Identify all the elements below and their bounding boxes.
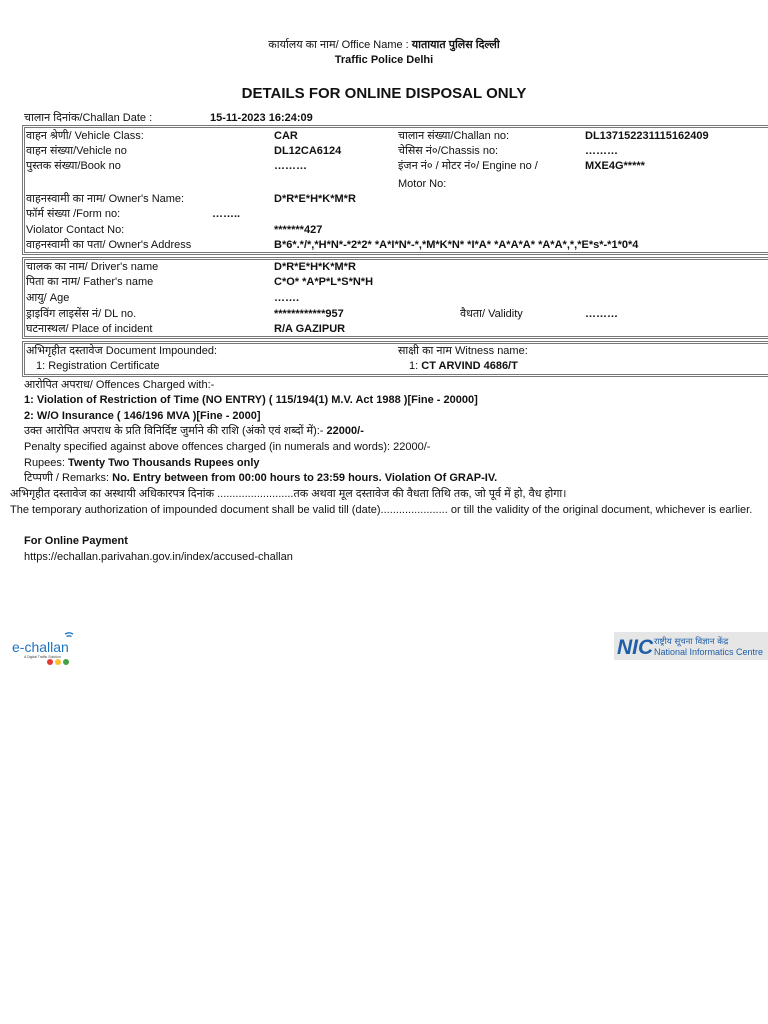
book-no-value: ……… [274, 160, 307, 172]
place-of-incident-label: घटनास्थल/ Place of incident [26, 323, 153, 335]
document-impounded-label: अभिगृहीत दस्तावेज Document Impounded: [26, 345, 218, 357]
english-validity-note: The temporary authorization of impounded document shall be valid till (date)...................... or till the validity of the original document, whichever is earlier. [10, 504, 753, 516]
offence-item: 1: Violation of Restriction of Time (NO ENTRY) ( 115/194(1) M.V. Act 1988 )[Fine - 20000] [24, 394, 478, 406]
online-payment-heading: For Online Payment [24, 535, 128, 547]
witness-index: 1: [409, 360, 419, 372]
remarks-value: No. Entry between from 00:00 hours to 23:59 hours. Violation Of GRAP-IV. [112, 472, 498, 484]
violator-contact-value: *******427 [274, 224, 323, 236]
traffic-light-yellow-icon [55, 659, 61, 665]
vehicle-class-label: वाहन श्रेणी/ Vehicle Class: [26, 130, 144, 142]
offences-heading: आरोपित अपराध/ Offences Charged with:- [24, 379, 215, 391]
dl-no-label: ड्राइविंग लाइसेंस नं/ DL no. [26, 308, 137, 320]
nic-hindi-name: राष्ट्रीय सूचना विज्ञान केंद्र [654, 637, 729, 647]
challan-no-label: चालान संख्या/Challan no: [398, 130, 510, 142]
chassis-no-label: चेसिस नं०/Chassis no: [398, 145, 499, 157]
form-no-value: …….. [212, 208, 241, 220]
rupees-line [24, 456, 260, 470]
online-payment-url[interactable]: https://echallan.parivahan.gov.in/index/accused-challan [24, 551, 293, 563]
vehicle-class-value: CAR [274, 130, 298, 142]
page-title: DETAILS FOR ONLINE DISPOSAL ONLY [241, 85, 527, 102]
traffic-light-green-icon [63, 659, 69, 665]
father-name-label: पिता का नाम/ Father's name [26, 276, 154, 288]
remarks-line [24, 471, 497, 485]
remarks-label: टिप्पणी / Remarks: [24, 472, 110, 484]
fine-amount-value: 22000/- [326, 425, 364, 437]
validity-label: वैधता/ Validity [460, 308, 523, 320]
office-name-prefix: कार्यालय का नाम/ Office Name : [268, 39, 409, 51]
nic-english-name: National Informatics Centre [654, 647, 764, 657]
vehicle-no-label: वाहन संख्या/Vehicle no [26, 145, 127, 157]
challan-no-value: DL137152231115162409 [585, 130, 709, 142]
father-name-value: C*O* *A*P*L*S*N*H [274, 276, 374, 288]
vehicle-details-inner-box [24, 127, 768, 253]
driver-name-label: चालक का नाम/ Driver's name [26, 261, 159, 273]
chassis-no-value: ……… [585, 145, 618, 157]
office-name-line [0, 38, 768, 52]
driver-name-value: D*R*E*H*K*M*R [274, 261, 356, 273]
form-no-label: फॉर्म संख्या /Form no: [26, 208, 121, 220]
traffic-light-red-icon [47, 659, 53, 665]
fine-amount-label: उक्त आरोपित अपराध के प्रति विनिर्दिष्ट जुर्माने की राशि (अंको एवं शब्दों में):- [24, 425, 324, 437]
age-label: आयु/ Age [26, 292, 70, 304]
owner-name-value: D*R*E*H*K*M*R [274, 193, 356, 205]
validity-value: ……… [585, 308, 618, 320]
nic-logo-graphic [614, 632, 768, 660]
nic-mark: NIC [617, 636, 654, 659]
challan-date-label: चालान दिनांक/Challan Date : [24, 112, 153, 124]
nic-logo [614, 632, 768, 660]
engine-no-label: इंजन नं० / मोटर नं०/ Engine no / [398, 160, 538, 172]
echallan-tagline: A Digital Traffic Solution [24, 655, 61, 659]
engine-no-value: MXE4G***** [585, 160, 645, 172]
rupees-label: Rupees: [24, 457, 65, 469]
dl-no-value: ************957 [274, 308, 344, 320]
place-of-incident-value: R/A GAZIPUR [274, 323, 346, 335]
fine-amount-line [24, 424, 364, 438]
witness-name-value: CT ARVIND 4686/T [421, 360, 518, 372]
echallan-logo [10, 628, 80, 668]
wifi-icon [65, 633, 73, 634]
offence-item: 2: W/O Insurance ( 146/196 MVA )[Fine - 2000] [24, 410, 261, 422]
owner-address-label: वाहनस्वामी का पता/ Owner's Address [26, 239, 192, 251]
challan-date-value: 15-11-2023 16:24:09 [210, 112, 313, 124]
witness-name-label: साक्षी का नाम Witness name: [398, 345, 528, 357]
violator-contact-label: Violator Contact No: [26, 224, 125, 236]
age-value: ……. [274, 292, 300, 304]
office-name-english: Traffic Police Delhi [334, 54, 434, 66]
rupees-value: Twenty Two Thousands Rupees only [68, 457, 260, 469]
echallan-logo-graphic [10, 628, 80, 668]
vehicle-no-value: DL12CA6124 [274, 145, 342, 157]
motor-no-label: Motor No: [398, 178, 447, 190]
book-no-label: पुस्तक संख्या/Book no [26, 160, 121, 172]
echallan-wordmark: e-challan [12, 639, 69, 655]
penalty-line: Penalty specified against above offences charged (in numerals and words): 22000/- [24, 441, 431, 453]
wifi-icon-inner [67, 636, 72, 637]
witness-entry [409, 359, 518, 373]
owner-name-label: वाहनस्वामी का नाम/ Owner's Name: [26, 193, 185, 205]
impounded-document-item: 1: Registration Certificate [36, 360, 160, 372]
hindi-validity-note: अभिगृहीत दस्तावेज का अस्थायी अधिकारपत्र दिनांक .........................तक अथवा मूल दस्तावेज की वैधता तिथि तक, जो पूर्व में हो, वैध होगा। [10, 488, 567, 500]
owner-address-value: B*6*.*/*,*H*N*-*2*2* *A*I*N*-*,*M*K*N* *I*A* *A*A*A* *A*A*,*,*E*s*-*1*0*4 [274, 239, 639, 251]
office-name-hindi: यातायात पुलिस दिल्ली [411, 39, 500, 51]
